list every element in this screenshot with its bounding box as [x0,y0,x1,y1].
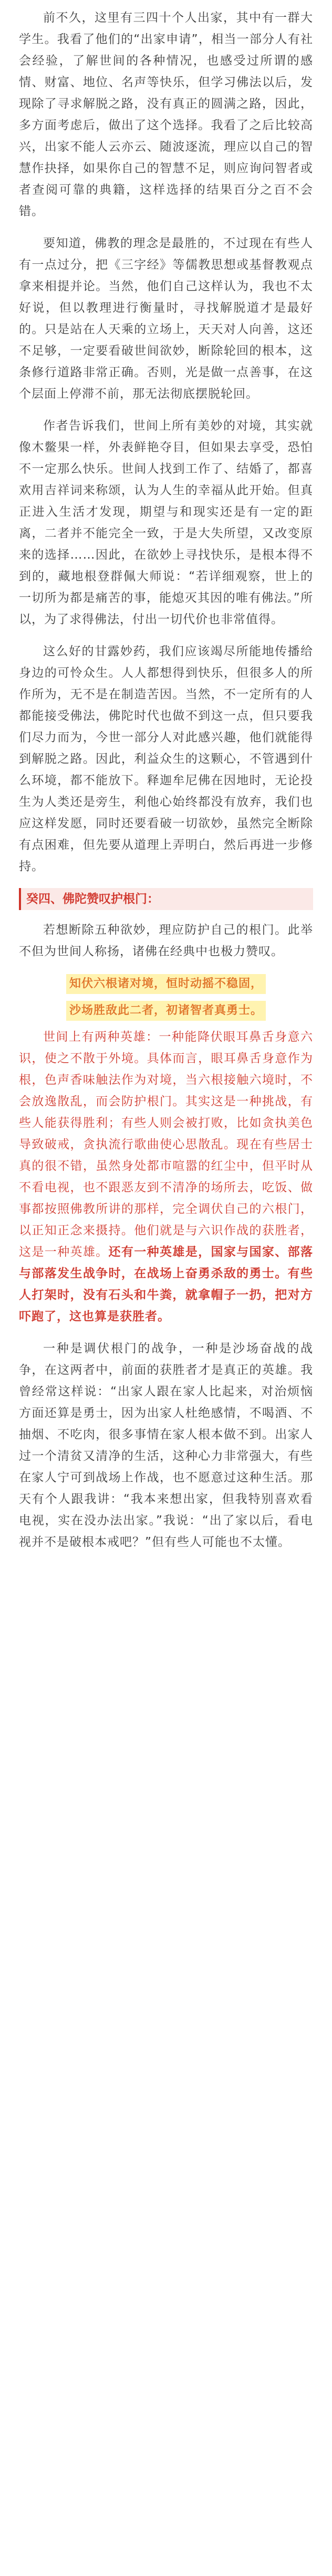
paragraph-5: 若想断除五种欲妙，理应防护自己的根门。此举不但为世间人称扬，诸佛在经典中也极力赞叹。 [19,923,313,958]
paragraph-2: 要知道，佛教的理念是最胜的，不过现在有些人有一点过分，把《三字经》等儒教思想或基督教观点拿来相提并论。当然，他们自己这样认为，我也不太好说，但以教理进行衡量时，寻找解脱道才是最好的。只是站在人天乘的立场上，天天对人向善，这还不足够，一定要看破世间欲妙，断除轮回的根本，这条修行道路非常正确。否则，光是做一点善事，在这个层面上停滞不前，那无法彻底摆脱轮回。 [19,237,313,401]
red-paragraph-emphasis: 还有一种英雄是，国家与国家、部落与部落发生战争时，在战场上奋勇杀敌的勇士。有些人打架时，没有石头和牛粪，就拿帽子一扔，把对方吓跑了，这也算是获胜者。 [19,1245,314,1323]
red-paragraph [19,1027,313,1328]
paragraph-3: 作者告诉我们，世间上所有美妙的对境，其实就像木鳖果一样，外表鲜艳夺目，但如果去享受，恐怕不一定那么快乐。世间人找到工作了、结婚了，都喜欢用吉祥词来称颂，认为人生的幸福从此开始。但真正进入生活才发现，期望与和现实还是有一定的距离，二者并不能完全一致，于是大失所望，又改变原来的选择……因此，在欲妙上寻找快乐，是根本得不到的，藏地根登群佩大师说：“若详细观察，世上的一切所为都是痛苦的事，能熄灭其因的唯有佛法。”所以，为了求得佛法，付出一切代价也非常值得。 [19,419,313,626]
paragraph-1: 前不久，这里有三四十个人出家，其中有一群大学生。我看了他们的“出家申请”，相当一部分人有社会经验，了解世间的各种情况，也感受过所谓的感情、财富、地位、名声等快乐，但学习佛法以后，发现除了寻求解脱之路，没有真正的圆满之路，因此，多方面考虑后，做出了这个选择。我看了之后比较高兴，出家不能人云亦云、随波逐流，理应以自己的智慧作抉择，如果你自己的智慧不足，则应询问智者或者查阅可靠的典籍，这样选择的结果百分之百不会错。 [19,11,313,218]
paragraph-6: 一种是调伏根门的战争，一种是沙场奋战的战争，在这两者中，前面的获胜者才是真正的英雄。我曾经常这样说：“出家人跟在家人比起来，对治烦恼方面还算是勇士，因为出家人杜绝感情，不喝酒、不抽烟、不吃肉，很多事情在家人根本做不到。出家人过一个清贫又清净的生活，这种心力非常强大，有些在家人宁可到战场上作战，也不愿意过这种生活。那天有个人跟我讲：“我本来想出家，但我特别喜欢看电视，实在没办法出家。”我说：“出了家以后，看电视并不是破根本戒吧？”但有些人可能也不太懂。 [19,1342,313,1549]
paragraph-4: 这么好的甘露妙药，我们应该竭尽所能地传播给身边的可怜众生。人人都想得到快乐，但很多人的所作所为，无不是在制造苦因。当然，不一定所有的人都能接受佛法，佛陀时代也做不到这一点，但只要我们尽力而为，今世一部分人对此感兴趣，他们就能得到解脱之路。因此，利益众生的这颗心，不管遇到什么环境，都不能放下。释迦牟尼佛在因地时，无论投生为人类还是旁生，利他心始终都没有放弃，我们也应这样发愿，同时还要看破一切欲妙，虽然完全断除有点困难，但先要从道理上弄明白，然后再进一步修持。 [19,645,313,873]
section-heading: 癸四、佛陀赞叹护根门： [19,888,313,910]
verse-line-1: 知伏六根诸对境，恒时动摇不稳固， [66,974,266,994]
verse-block-2 [19,1000,313,1021]
verse-line-2: 沙场胜敌此二者，初诸智者真勇士。 [66,1001,266,1021]
red-paragraph-text: 世间上有两种英雄：一种能降伏眼耳鼻舌身意六识，使之不散于外境。具体而言，眼耳鼻舌身意作为根，色声香味触法作为对境，当六根接触六境时，不会放逸散乱，而会防护根门。其实这是一种挑战，有些人能获得胜利；有些人则会被打败，比如贪执美色导致破戒，贪执流行歌曲使心思散乱。现在有些居士真的很不错，虽然身处都市喧嚣的红尘中，但平时从不看电视，也不跟恶友到不清净的场所去，吃饭、做事都按照佛教所讲的那样，完全调伏自己的六根门，以正知正念来摄持。他们就是与六识作战的获胜者，这是一种英雄。 [19,1030,313,1259]
verse-block [19,973,313,995]
